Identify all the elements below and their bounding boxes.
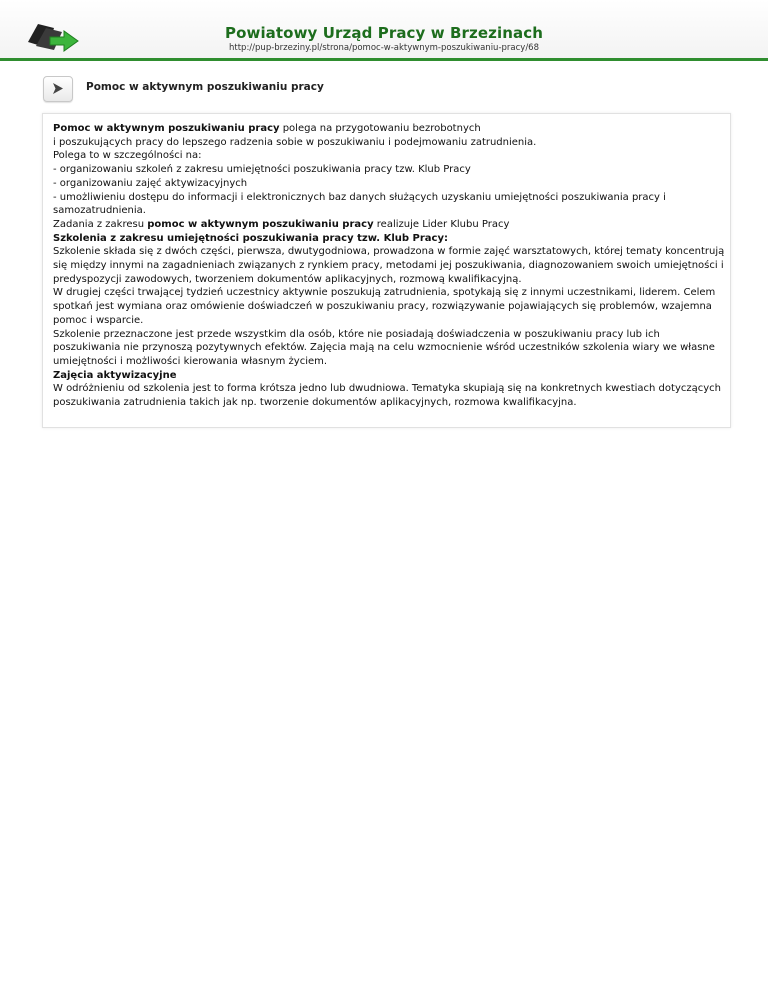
section2-heading-text: Zajęcia aktywizacyjne xyxy=(53,369,177,381)
tasks-paragraph xyxy=(53,218,725,232)
section1-heading-text: Szkolenia z zakresu umiejętności poszukiwania pracy tzw. Klub Pracy: xyxy=(53,232,448,244)
tasks-pre: Zadania z zakresu xyxy=(53,218,148,230)
article-content xyxy=(42,113,731,428)
intro-bold: Pomoc w aktywnym poszukiwaniu pracy xyxy=(53,123,280,134)
intro-paragraph xyxy=(53,122,725,136)
list-item: - organizowaniu zajęć aktywizacyjnych xyxy=(53,177,248,189)
site-url: http://pup-brzeziny.pl/strona/pomoc-w-aktywnym-poszukiwaniu-pracy/68 xyxy=(229,43,539,53)
section2-paragraph-1: W odróżnieniu od szkolenia jest to forma krótsza jedno lub dwudniowa. Tematyka skupiają się na konkretnych kwestiach dotyczących poszukiwania zatrudnienia takich jak np. tworzenie dokumentów aplikacyjnych, rozmowa kwalifikacyjna. xyxy=(53,383,721,409)
intro-line-2: i poszukujących pracy do lepszego radzenia sobie w poszukiwaniu i podejmowaniu zatrudnienia. xyxy=(53,136,537,148)
list-item: - organizowaniu szkoleń z zakresu umiejętności poszukiwania pracy tzw. Klub Pracy xyxy=(53,164,471,176)
intro-text: polega na przygotowaniu bezrobotnych xyxy=(279,123,481,134)
nav-arrow-button[interactable] xyxy=(43,76,73,102)
site-header xyxy=(0,0,768,61)
section-heading xyxy=(53,232,725,246)
intro-line-3: Polega to w szczególności na: xyxy=(53,150,202,162)
page-title: Pomoc w aktywnym poszukiwaniu pracy xyxy=(86,81,324,93)
section1-paragraph-1: Szkolenie składa się z dwóch części, pierwsza, dwutygodniowa, prowadzona w formie zajęć warsztatowych, której tematy koncentrują się między innymi na zagadnieniach związanych z rynkiem pracy, metodami jej poszukiwania, diagnozowaniem swoich umiejętności i predyspozycji zawodowych, tworzeniem dokumentów aplikacyjnych, rozmową kwalifikacyjną. xyxy=(53,246,725,285)
list-item: - umożliwieniu dostępu do informacji i elektronicznych baz danych służących uzyskaniu umiejętności poszukiwania pracy i samozatrudnienia. xyxy=(53,191,666,217)
section1-paragraph-3: Szkolenie przeznaczone jest przede wszystkim dla osób, które nie posiadają doświadczenia w poszukiwaniu pracy lub ich poszukiwania nie przynoszą pozytywnych efektów. Zajęcia mają na celu wzmocnienie wśród uczestników szkolenia wiary we własne umiejętności i możliwości kierowania własnym życiem. xyxy=(53,328,715,367)
tasks-post: realizuje Lider Klubu Pracy xyxy=(373,218,510,230)
arrow-right-icon xyxy=(53,83,63,94)
site-title: Powiatowy Urząd Pracy w Brzezinach xyxy=(224,24,543,42)
section1-paragraph-2: W drugiej części trwającej tydzień uczestnicy aktywnie poszukują zatrudnienia, spotykają się z innymi uczestnikami, liderem. Celem spotkań jest wymiana oraz omówienie doświadczeń w poszukiwaniu pracy, rozwiązywanie pojawiających się problemów, wzajemna pomoc i wsparcie. xyxy=(53,287,716,326)
section-heading xyxy=(53,369,725,383)
tasks-bold: pomoc w aktywnym poszukiwaniu pracy xyxy=(147,218,374,230)
